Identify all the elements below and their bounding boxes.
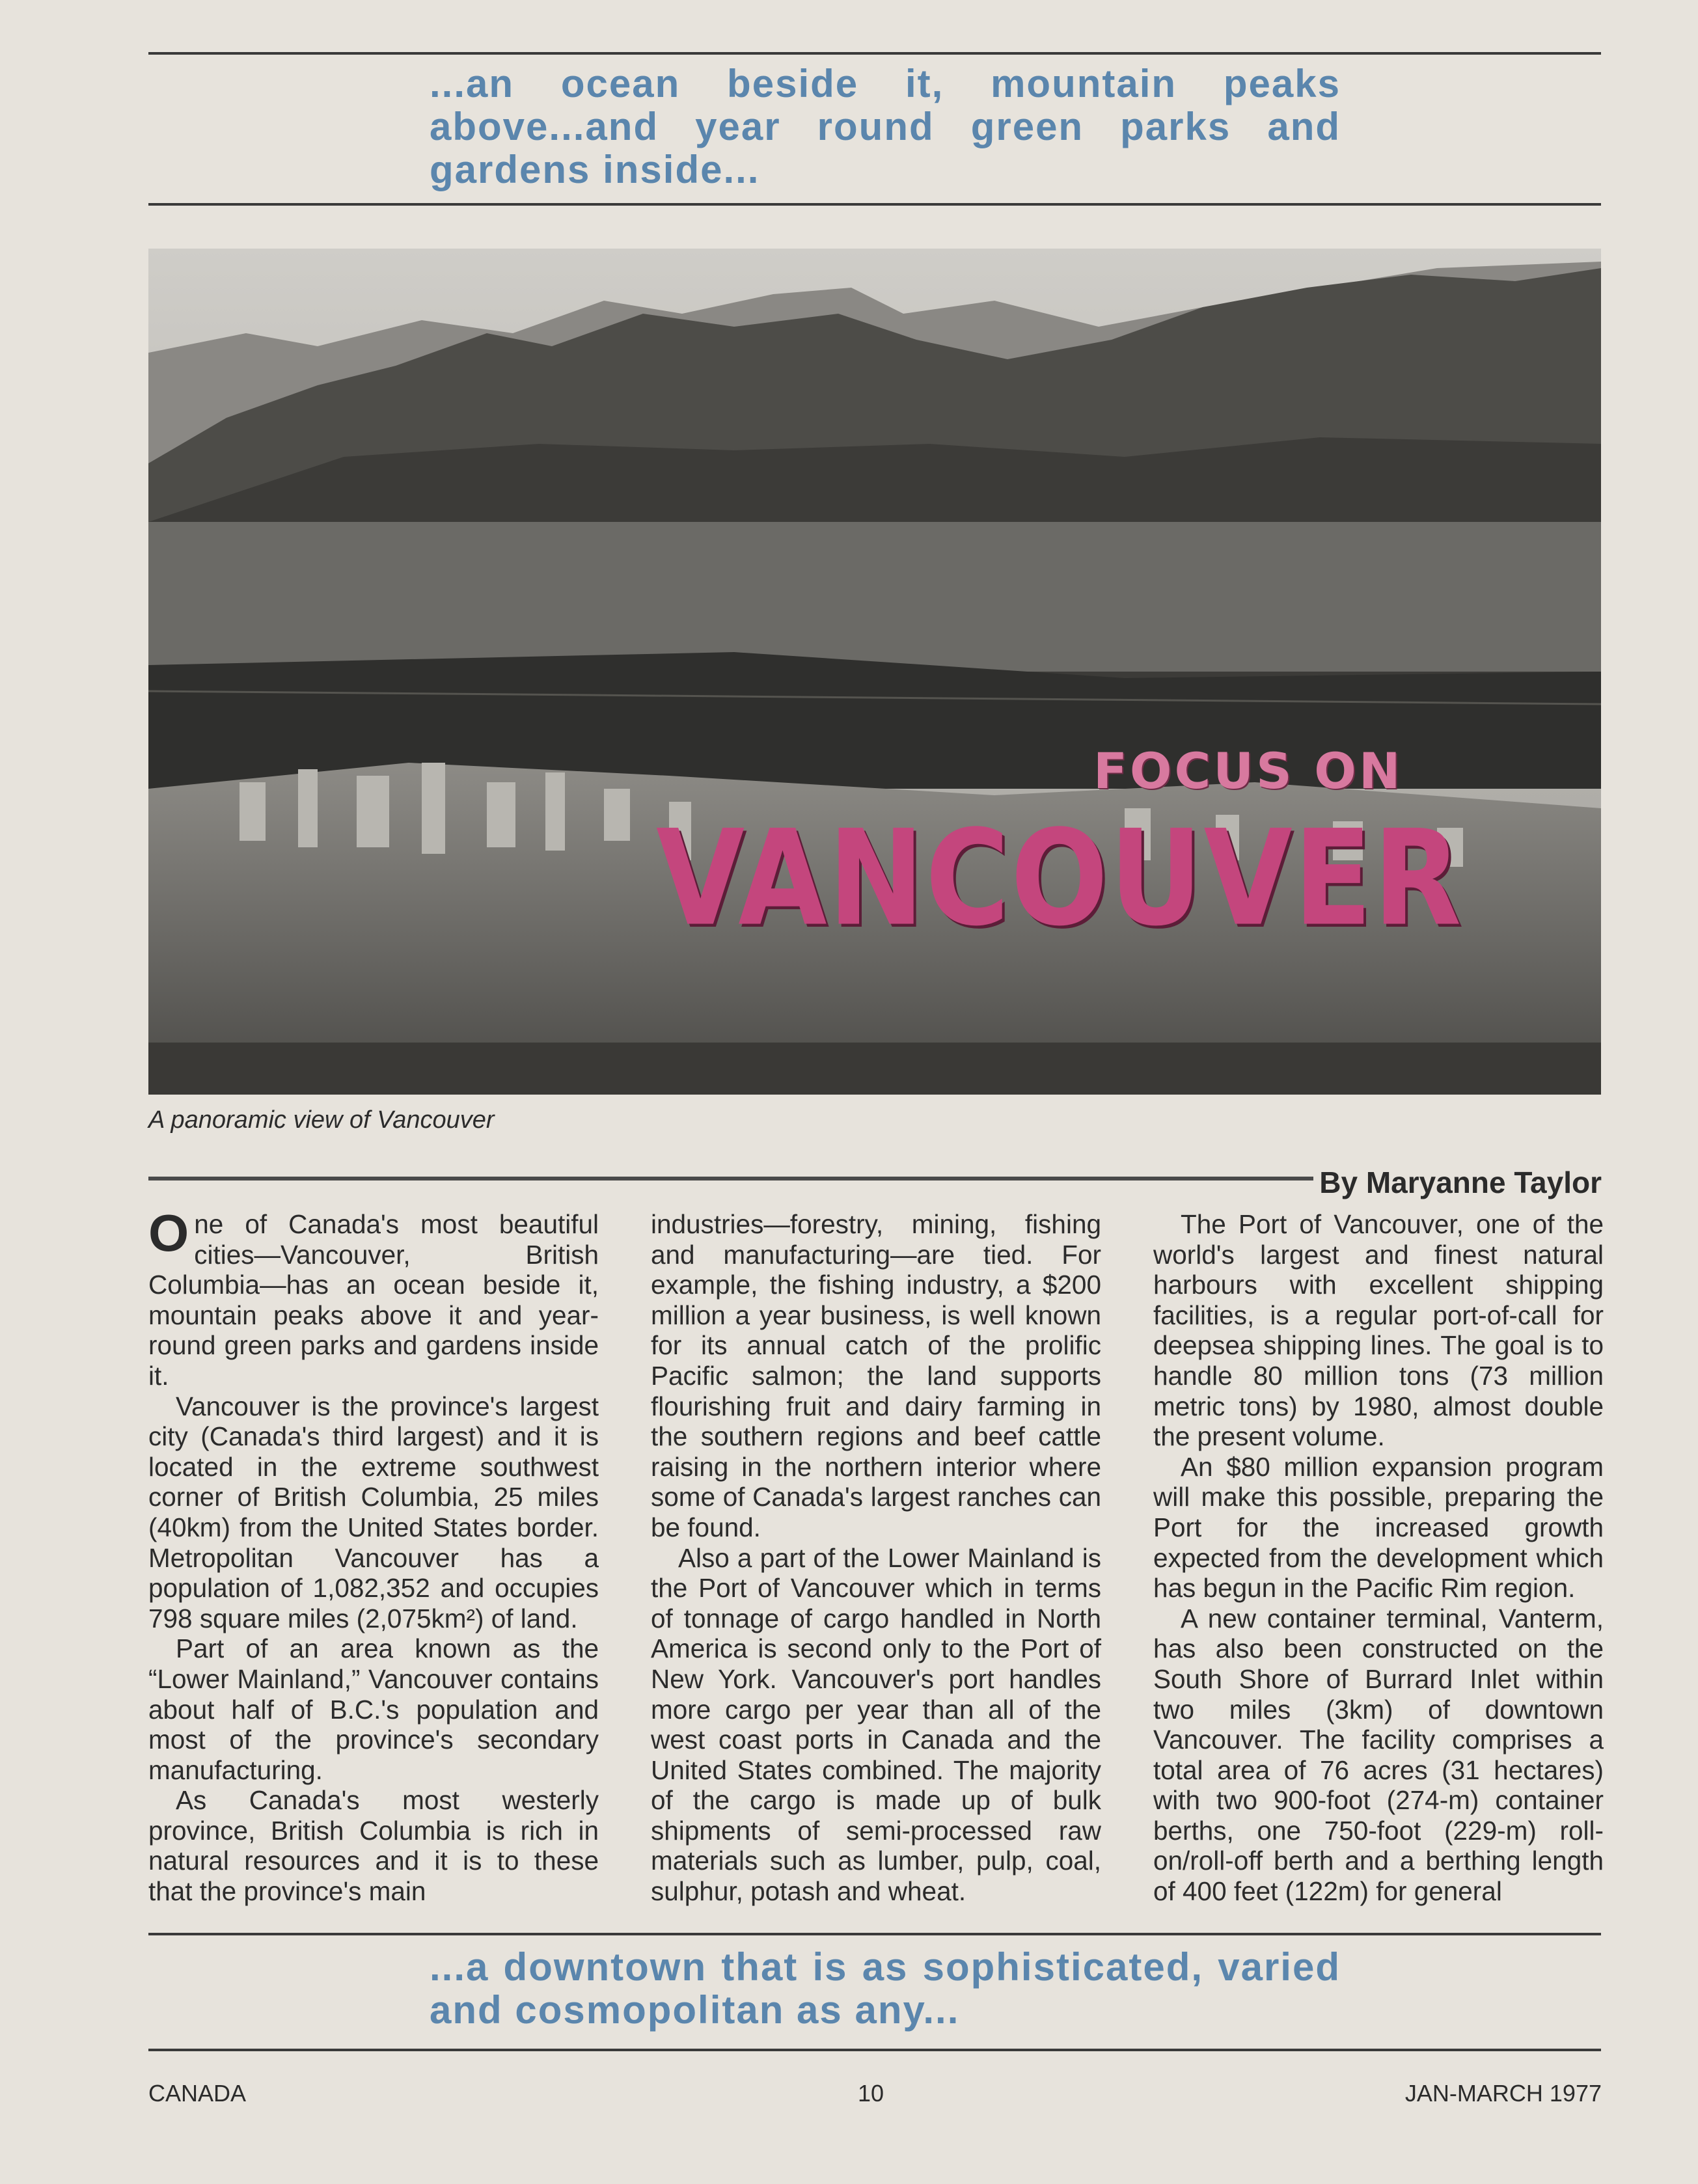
footer-publication: CANADA — [148, 2080, 247, 2107]
article-paragraph: industries—forestry, mining, fishing and manufacturing—are tied. For example, the fishing industry, a $200 million a year business, is well known for its annual catch of the prolific Pacific salmon; the land supports flourishing fruit and dairy farming in the southern regions and beef cattle raising in the northern interior where some of Canada's largest ranches can be found. — [651, 1209, 1101, 1542]
vancouver-title: VANCOUVER — [656, 802, 1463, 955]
paragraph-text: ne of Canada's most beautiful cities—Vancouver, British Columbia—has an ocean beside it, mountain peaks above it and year-round green parks and gardens inside it. — [148, 1209, 599, 1391]
focus-on-label: FOCUS ON — [1093, 742, 1403, 800]
article-column-3 — [1153, 1209, 1604, 1907]
article-column-1 — [148, 1204, 599, 1907]
pullquote-top: ...an ocean beside it, mountain peaks above...and year round green parks and gardens inside... — [430, 62, 1341, 191]
byline: By Maryanne Taylor — [1319, 1166, 1602, 1199]
article-paragraph: An $80 million expansion program will make this possible, preparing the Port for the increased growth expected from the development which has begun in the Pacific Rim region. — [1153, 1451, 1604, 1604]
top-rule-upper — [148, 52, 1601, 55]
bottom-rule-lower — [148, 2049, 1601, 2051]
byline-rule — [148, 1177, 1313, 1181]
panoramic-photo — [148, 249, 1601, 1095]
article-column-2 — [651, 1209, 1101, 1907]
article-paragraph: Also a part of the Lower Mainland is the Port of Vancouver which in terms of tonnage of cargo handled in North America is second only to the Port of New York. Vancouver's port handles more cargo per year than all of the west coast ports in Canada and the United States combined. The majority of the cargo is made up of bulk shipments of semi-processed raw materials such as lumber, pulp, coal, sulphur, potash and wheat. — [651, 1542, 1101, 1907]
article-paragraph: The Port of Vancouver, one of the world's largest and finest natural harbours with excellent shipping facilities, is a regular port-of-call for deepsea shipping lines. The goal is to handle 80 million tons (73 million metric tons) by 1980, almost double the present volume. — [1153, 1209, 1604, 1452]
top-rule-lower — [148, 203, 1601, 206]
article-paragraph: A new container terminal, Vanterm, has also been constructed on the South Shore of Burrard Inlet within two miles (3km) of downtown Vancouver. The facility comprises a total area of 76 acres (31 hectares) with two 900-foot (274-m) container berths, one 750-foot (229-m) roll-on/roll-off berth and a berthing length of 400 feet (122m) for general — [1153, 1603, 1604, 1907]
photo-caption: A panoramic view of Vancouver — [148, 1106, 495, 1134]
bottom-rule-upper — [148, 1933, 1601, 1935]
footer-page-number: 10 — [858, 2080, 884, 2107]
pullquote-bottom: ...a downtown that is as sophisticated, varied and cosmopolitan as any... — [430, 1945, 1341, 2032]
article-paragraph: Vancouver is the province's largest city (Canada's third largest) and it is located in the extreme southwest corner of British Columbia, 25 miles (40km) from the United States border. Metropolitan Vancouver has a population of 1,082,352 and occupies 798 square miles (2,075km²) of land. — [148, 1391, 599, 1633]
article-paragraph: Part of an area known as the “Lower Mainland,” Vancouver contains about half of B.C.'s population and most of the province's secondary manufacturing. — [148, 1633, 599, 1785]
article-paragraph: As Canada's most westerly province, British Columbia is rich in natural resources and it is to these that the province's main — [148, 1785, 599, 1907]
article-paragraph — [148, 1204, 599, 1391]
footer-issue-date: JAN-MARCH 1977 — [1404, 2080, 1602, 2107]
drop-cap: O — [148, 1204, 189, 1262]
